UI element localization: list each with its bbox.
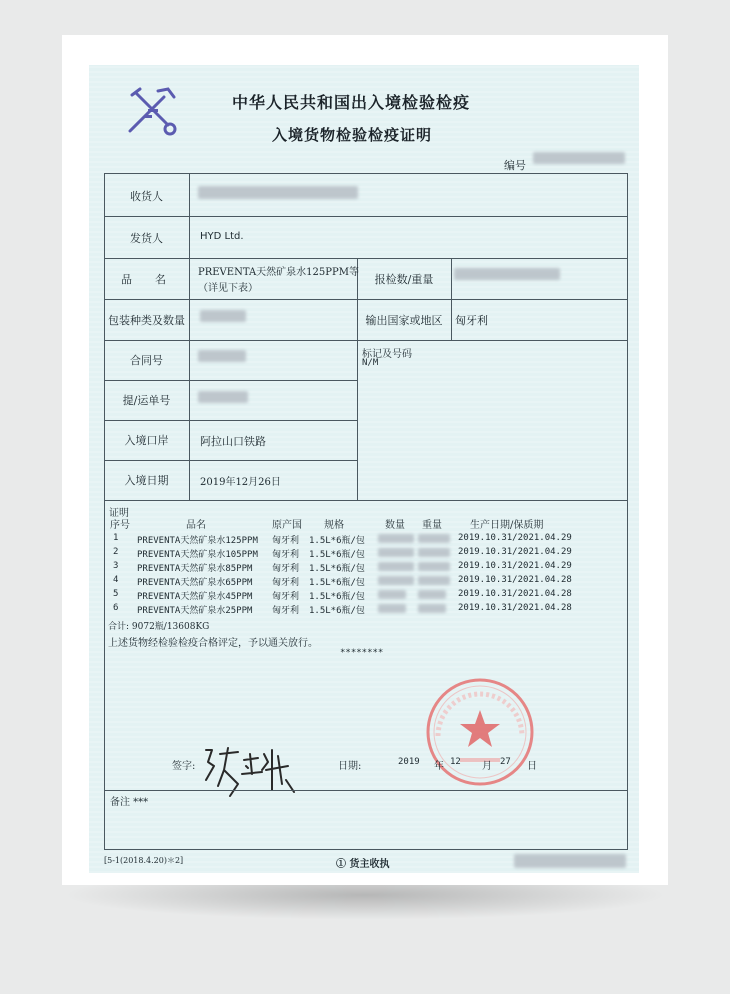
row-name: PREVENTA天然矿泉水125PPM [137, 536, 258, 546]
month-unit: 月 [482, 761, 492, 772]
row-origin: 匈牙利 [272, 550, 300, 560]
package-label: 包装种类及数量 [108, 314, 185, 327]
stars-line: ******** [340, 648, 384, 658]
info-table [104, 173, 628, 501]
row-origin: 匈牙利 [272, 592, 300, 602]
redacted-serial [514, 854, 626, 868]
entry-date-value: 2019年12月26日 [200, 477, 281, 488]
col-dates: 生产日期/保质期 [470, 520, 544, 531]
row-no: 6 [113, 603, 119, 613]
row-dates: 2019.10.31/2021.04.29 [458, 547, 572, 557]
marks-label: 标记及号码 [362, 349, 412, 360]
redacted-qty [378, 562, 414, 571]
sign-label: 签字: [172, 761, 196, 772]
consignor-value: HYD Ltd. [200, 231, 244, 242]
col-qty: 数量 [385, 520, 405, 531]
date-year: 2019 [398, 757, 420, 767]
redacted-qty [378, 576, 414, 585]
row-dates: 2019.10.31/2021.04.28 [458, 575, 572, 585]
redacted-bill [198, 391, 248, 403]
redacted-weight [418, 576, 450, 585]
row-origin: 匈牙利 [272, 606, 300, 616]
redacted-qty [378, 548, 414, 557]
row-spec: 1.5L*6瓶/包 [309, 592, 365, 602]
row-dates: 2019.10.31/2021.04.29 [458, 561, 572, 571]
row-origin: 匈牙利 [272, 578, 300, 588]
row-no: 5 [113, 589, 119, 599]
ciq-emblem-icon [122, 85, 184, 137]
row-no: 1 [113, 533, 119, 543]
contract-label: 合同号 [130, 354, 163, 367]
row-origin: 匈牙利 [272, 564, 300, 574]
row-spec: 1.5L*6瓶/包 [309, 606, 365, 616]
bill-label: 提/运单号 [122, 394, 171, 407]
port-value: 阿拉山口铁路 [200, 435, 266, 448]
row-no: 3 [113, 561, 119, 571]
statement-line: 上述货物经检验检疫合格评定，予以通关放行。 [108, 638, 318, 649]
redacted-package [200, 310, 246, 322]
redacted-qty [378, 590, 406, 599]
redacted-contract [198, 350, 246, 362]
col-weight: 重量 [422, 520, 442, 531]
redacted-qty [378, 534, 414, 543]
row-name: PREVENTA天然矿泉水85PPM [137, 564, 253, 574]
row-spec: 1.5L*6瓶/包 [309, 578, 365, 588]
row-name: PREVENTA天然矿泉水105PPM [137, 550, 258, 560]
row-spec: 1.5L*6瓶/包 [309, 550, 365, 560]
origin-label: 输出国家或地区 [365, 314, 443, 327]
date-day: 27 [500, 757, 511, 767]
col-name: 品名 [186, 520, 206, 531]
total-line: 合计: 9072瓶/13608KG [108, 622, 210, 632]
redacted-weight [418, 548, 450, 557]
proof-label: 证明 [109, 508, 129, 519]
row-name: PREVENTA天然矿泉水45PPM [137, 592, 253, 602]
cert-number-label: 编号 [504, 159, 526, 172]
row-no: 2 [113, 547, 119, 557]
product-label: 品 名 [121, 273, 172, 286]
product-value-line2: （详见下表） [198, 283, 258, 294]
row-spec: 1.5L*6瓶/包 [309, 536, 365, 546]
row-dates: 2019.10.31/2021.04.28 [458, 589, 572, 599]
redacted-weight [418, 590, 446, 599]
year-unit: 年 [434, 761, 444, 772]
col-spec: 规格 [324, 520, 344, 531]
redacted-cert-number [533, 152, 625, 164]
entry-date-label: 入境日期 [124, 474, 169, 487]
redacted-weight [418, 562, 450, 571]
title-line-1: 中华人民共和国出入境检验检疫 [232, 93, 471, 112]
row-dates: 2019.10.31/2021.04.29 [458, 533, 572, 543]
redacted-weight [418, 534, 450, 543]
redacted-qty [378, 604, 406, 613]
form-code: [5-1(2018.4.20)＊2] [104, 856, 184, 865]
row-name: PREVENTA天然矿泉水65PPM [137, 578, 253, 588]
row-no: 4 [113, 575, 119, 585]
qty-weight-label: 报检数/重量 [374, 273, 434, 286]
day-unit: 日 [527, 761, 537, 772]
marks-value: N/M [362, 358, 379, 368]
redacted-consignee [198, 186, 358, 199]
row-spec: 1.5L*6瓶/包 [309, 564, 365, 574]
port-label: 入境口岸 [124, 434, 169, 447]
row-name: PREVENTA天然矿泉水25PPM [137, 606, 253, 616]
product-value-line1: PREVENTA天然矿泉水125PPM等 [198, 267, 359, 278]
redacted-weight [418, 604, 446, 613]
document-title: 入境货物检验检疫证明 [272, 126, 433, 144]
remark-label: 备注 *** [110, 797, 149, 808]
date-label: 日期: [338, 761, 362, 772]
col-no: 序号 [110, 520, 130, 531]
row-dates: 2019.10.31/2021.04.28 [458, 603, 572, 613]
consignor-label: 发货人 [130, 232, 163, 245]
origin-value: 匈牙利 [455, 314, 488, 327]
row-origin: 匈牙利 [272, 536, 300, 546]
consignee-label: 收货人 [130, 190, 163, 203]
date-month: 12 [450, 757, 461, 767]
remark-box [104, 790, 628, 850]
copy-label: ① 货主收执 [336, 859, 390, 870]
col-origin: 原产国 [272, 520, 302, 531]
redacted-qty-weight [454, 268, 560, 280]
